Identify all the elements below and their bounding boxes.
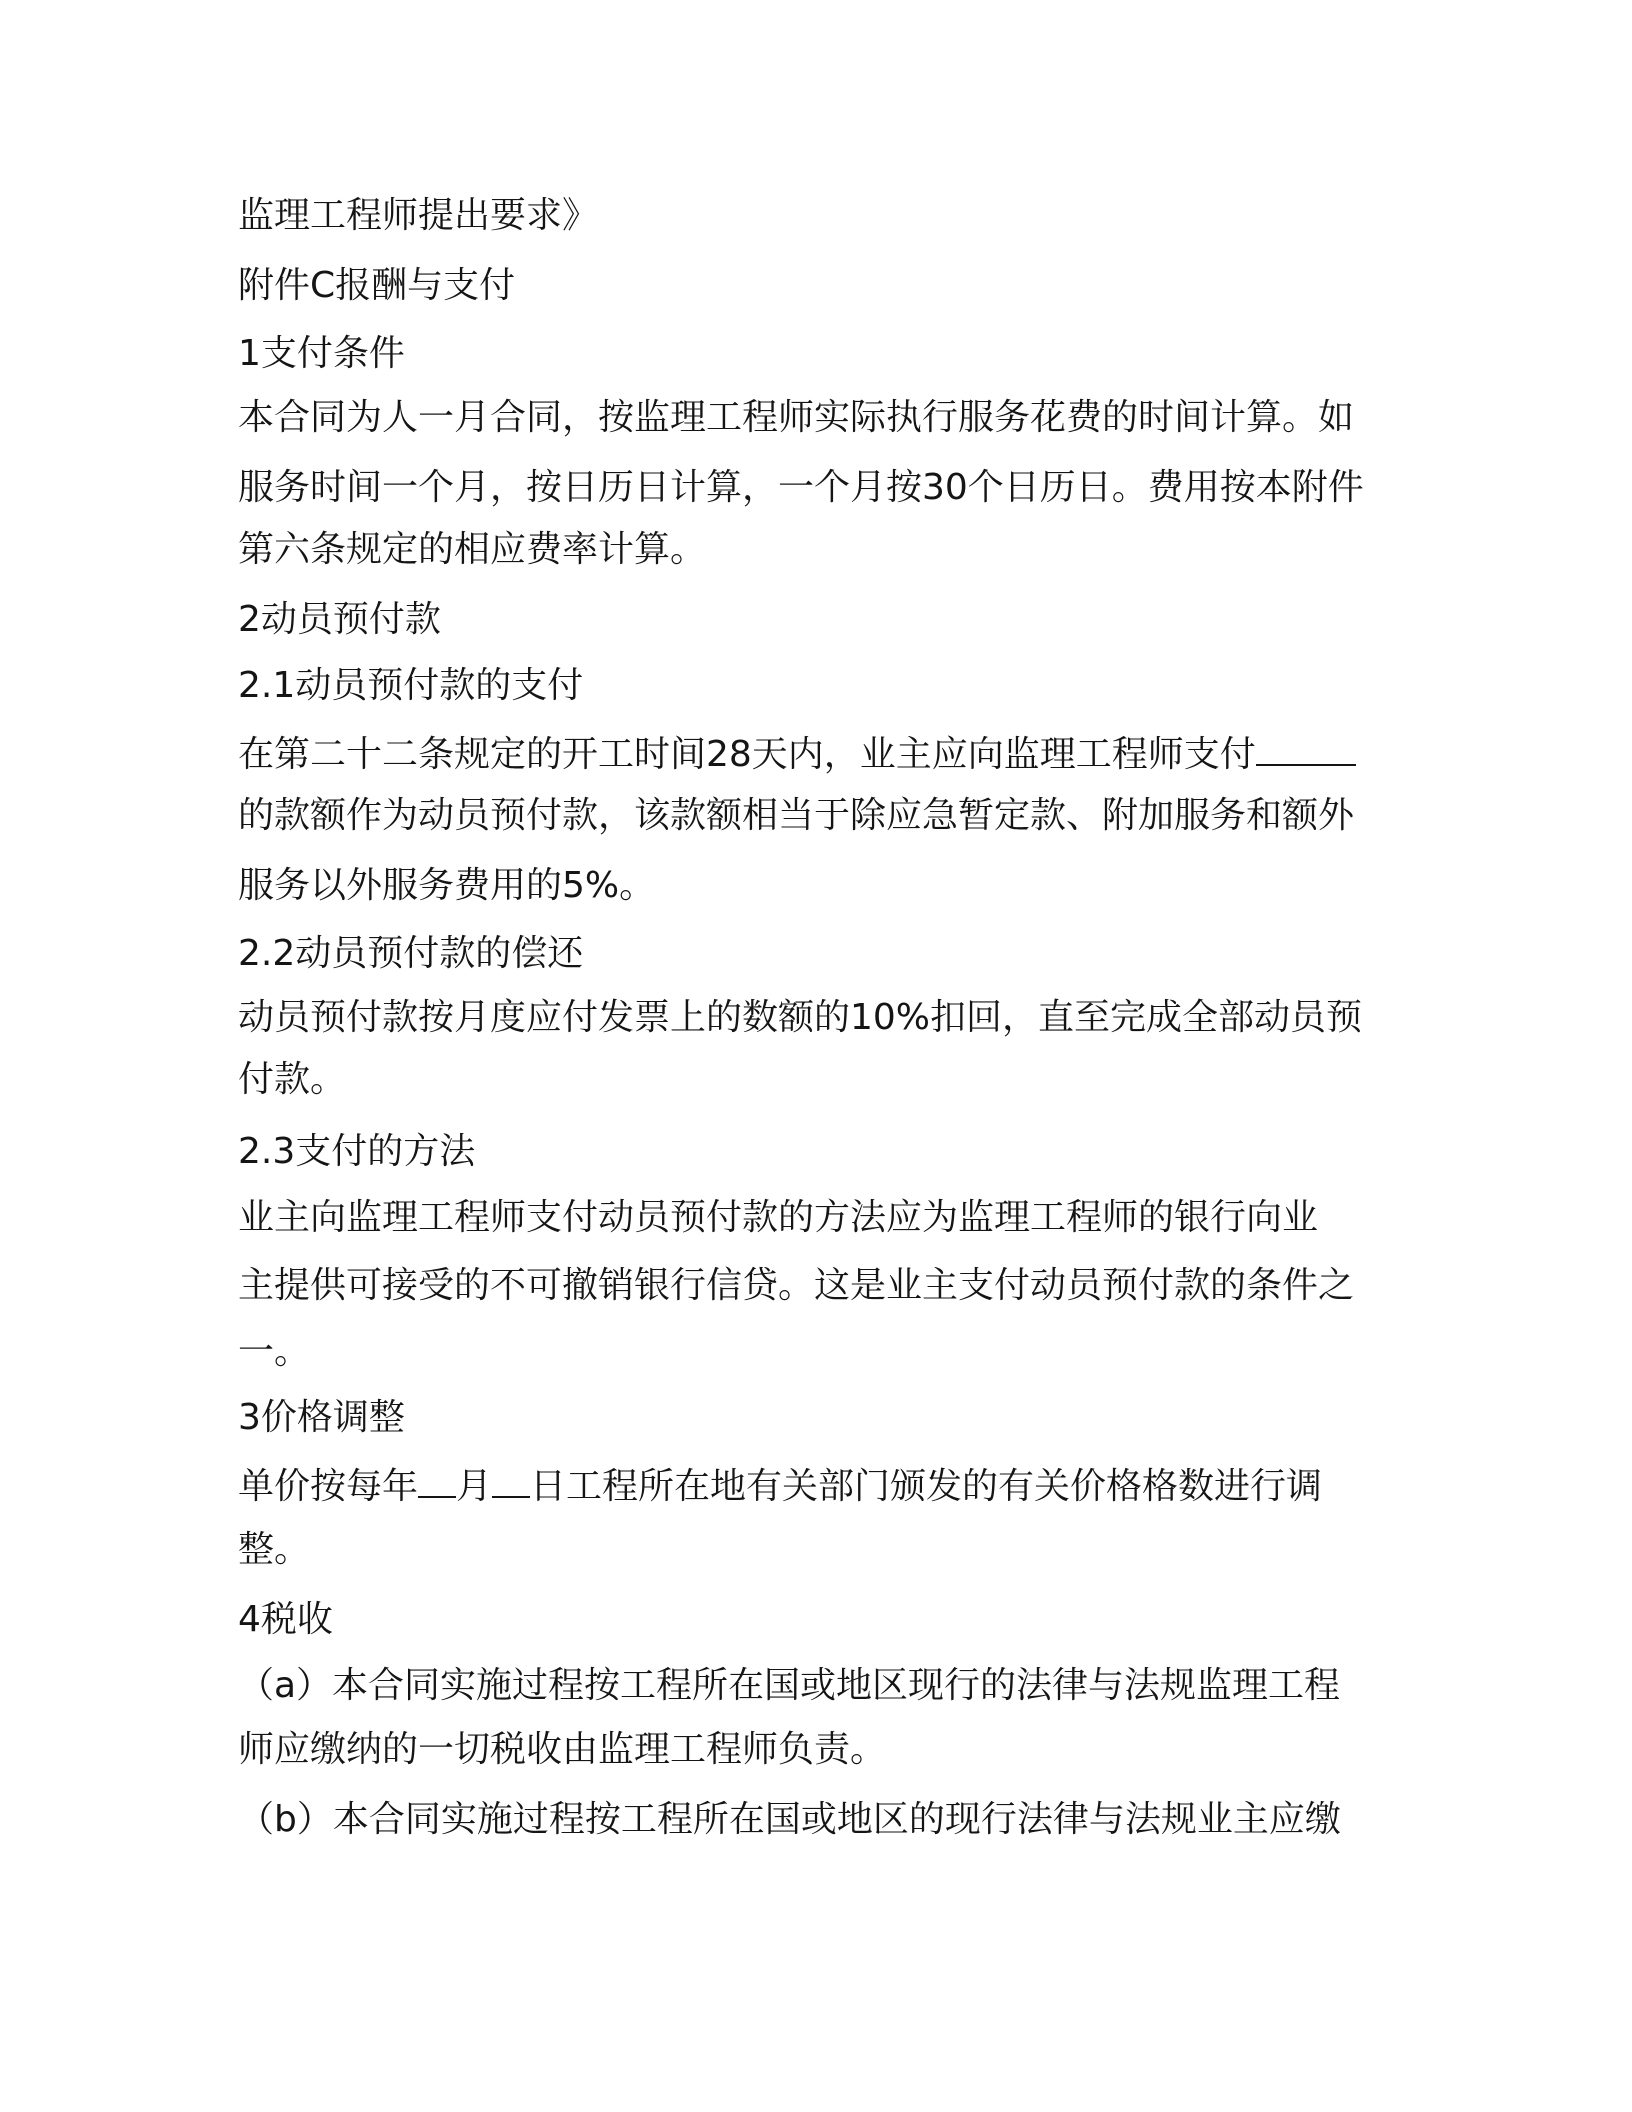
section-heading: 3价格调整 xyxy=(238,1397,405,1438)
text-line: 监理工程师提出要求》 xyxy=(238,195,599,236)
paragraph-line: 动员预付款按月度应付发票上的数额的10%扣回，直至完成全部动员预 xyxy=(238,997,1363,1038)
section-heading: 1支付条件 xyxy=(238,333,405,374)
paragraph-line: 付款。 xyxy=(238,1059,347,1100)
paragraph-text: 日工程所在地有关部门颁发的有关价格格数进行调 xyxy=(530,1466,1323,1507)
paragraph-line: 师应缴纳的一切税收由监理工程师负责。 xyxy=(238,1729,887,1770)
subsection-heading: 2.3支付的方法 xyxy=(238,1131,476,1172)
fill-in-blank xyxy=(1256,730,1356,766)
paragraph-line: 业主向监理工程师支付动员预付款的方法应为监理工程师的银行向业 xyxy=(238,1197,1319,1238)
fill-in-blank xyxy=(418,1462,456,1498)
paragraph-line: 一。 xyxy=(238,1331,311,1372)
paragraph-line: （b）本合同实施过程按工程所在国或地区的现行法律与法规业主应缴 xyxy=(238,1799,1341,1840)
appendix-heading: 附件C报酬与支付 xyxy=(238,265,516,306)
subsection-heading: 2.1动员预付款的支付 xyxy=(238,665,584,706)
paragraph-line: 本合同为人一月合同，按监理工程师实际执行服务花费的时间计算。如 xyxy=(238,397,1355,438)
fill-in-blank xyxy=(492,1462,530,1498)
paragraph-line: 整。 xyxy=(238,1529,311,1570)
subsection-heading: 2.2动员预付款的偿还 xyxy=(238,933,584,974)
paragraph-line: 第六条规定的相应费率计算。 xyxy=(238,529,707,570)
paragraph-line xyxy=(238,1462,1322,1509)
paragraph-line: 主提供可接受的不可撤销银行信贷。这是业主支付动员预付款的条件之 xyxy=(238,1265,1355,1306)
paragraph-line: （a）本合同实施过程按工程所在国或地区现行的法律与法规监理工程 xyxy=(238,1665,1341,1706)
paragraph-line: 服务时间一个月，按日历日计算，一个月按30个日历日。费用按本附件 xyxy=(238,467,1364,508)
section-heading: 2动员预付款 xyxy=(238,599,441,640)
paragraph-line xyxy=(238,730,1356,777)
paragraph-text: 单价按每年 xyxy=(238,1466,419,1507)
paragraph-text: 月 xyxy=(456,1466,493,1507)
paragraph-line: 服务以外服务费用的5%。 xyxy=(238,865,656,906)
paragraph-text: 在第二十二条规定的开工时间28天内，业主应向监理工程师支付 xyxy=(238,734,1256,775)
section-heading: 4税收 xyxy=(238,1599,333,1640)
paragraph-line: 的款额作为动员预付款，该款额相当于除应急暂定款、附加服务和额外 xyxy=(238,795,1355,836)
